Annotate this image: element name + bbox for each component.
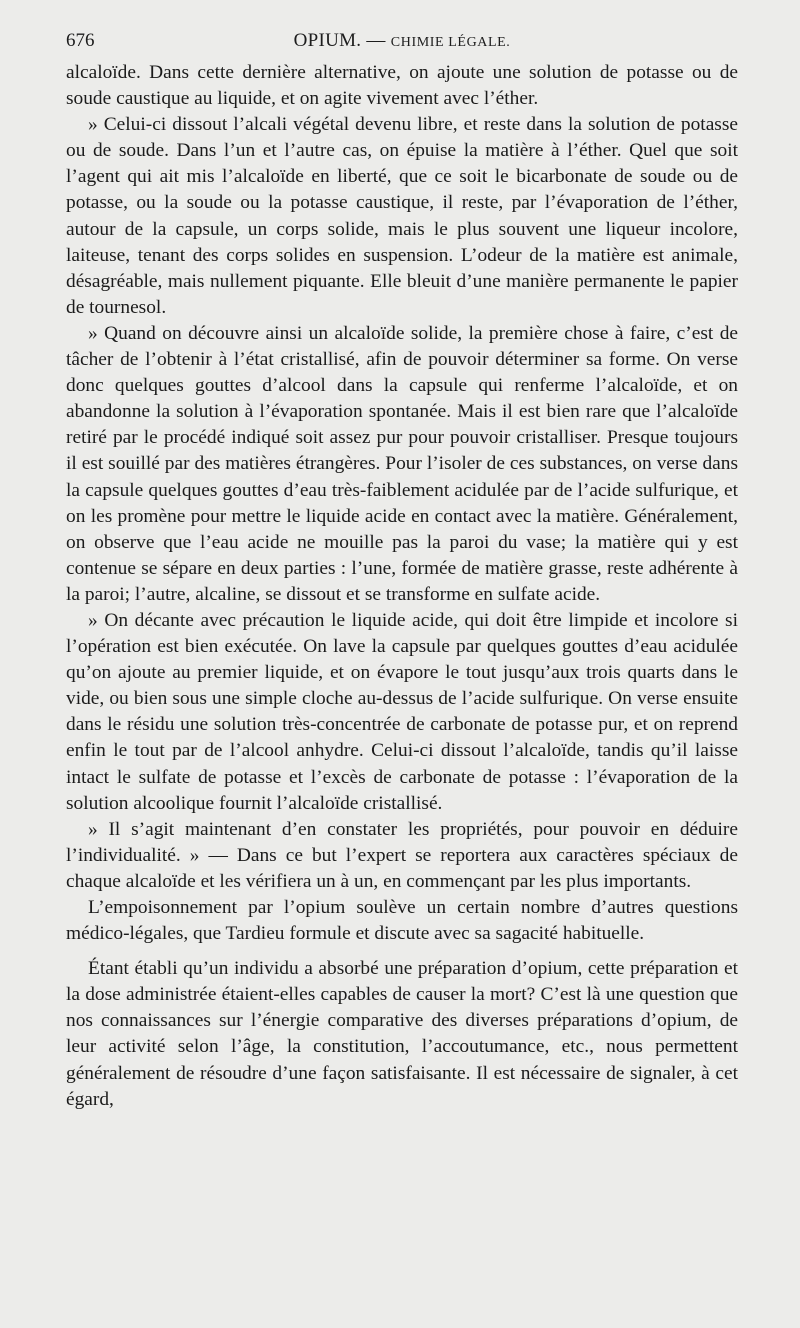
paragraph-ether-extraction: » Celui-ci dissout l’alcali végétal devenu libre, et reste dans la solution de potasse ou de soude. Dans l’un et l’autre cas, on épuise la matière à l’éther. Quel que soit l’agent qui ait mis l’alcaloïde en liberté, que ce soit le bicarbonate de soude ou de potasse, ou la soude ou la potasse caustique, il reste, par l’évaporation de l’éther, autour de la capsule, un corps solide, mais le plus souvent une liqueur incolore, laiteuse, tenant des corps solides en suspension. L’odeur de la matière est animale, désagréable, mais nullement piquante. Elle bleuit d’une manière permanente le papier de tournesol. — [66, 114, 738, 318]
page-header — [66, 30, 738, 54]
paragraph-medico-legal-questions: L’empoisonnement par l’opium soulève un certain nombre d’autres questions médico-légales, que Tardieu formule et discute avec sa sagacité habituelle. — [66, 897, 738, 945]
running-head-subtitle: CHIMIE LÉGALE. — [390, 35, 511, 50]
paragraph-crystallization: » Quand on découvre ainsi un alcaloïde solide, la première chose à faire, c’est de tâcher de l’obtenir à l’état cristallisé, afin de pouvoir déterminer sa forme. On verse donc quelques gouttes d’alcool dans la capsule qui renferme l’alcaloïde, et on abandonne la solution à l’évaporation spontanée. Mais il est bien rare que l’alcaloïde retiré par le procédé indiqué soit assez pur pour pouvoir cristalliser. Presque toujours il est souillé par des matières étrangères. Pour l’isoler de ces substances, on verse dans la capsule quelques gouttes d’eau très-faiblement acidulée par de l’acide sulfurique, et on les promène pour mettre le liquide acide en contact avec la matière. Généralement, on observe que l’eau acide ne mouille pas la paroi du vase; la matière qui y est contenue se sépare en deux parties : l’une, formée de matière grasse, reste adhérente à la paroi; l’autre, alcaline, se dissout et se transforme en sulfate acide. — [66, 322, 738, 605]
running-head — [66, 30, 738, 52]
running-head-separator: — — [366, 30, 386, 51]
paragraph-lethal-dose: Étant établi qu’un individu a absorbé une préparation d’opium, cette préparation et la dose administrée étaient-elles capables de causer la mort? C’est là une question que nos connaissances sur l’énergie comparative des diverses préparations d’opium, de leur activité selon l’âge, la constitution, l’accoutumance, etc., nous permettent généralement de résoudre d’une façon satisfaisante. Il est nécessaire de signaler, à cet égard, — [66, 958, 738, 1110]
paragraph-continuation: alcaloïde. Dans cette dernière alternative, on ajoute une solution de potasse ou de soude caustique au liquide, et on agite vivement avec l’éther. — [66, 62, 738, 110]
running-head-title: OPIUM. — [293, 30, 362, 51]
page-number: 676 — [66, 30, 95, 51]
body-text — [66, 60, 738, 1113]
paragraph-properties: » Il s’agit maintenant d’en constater les propriétés, pour pouvoir en déduire l’individualité. » — Dans ce but l’expert se reportera aux caractères spéciaux de chaque alcaloïde et les vérifiera un à un, en commençant par les plus importants. — [66, 818, 738, 892]
paragraph-decantation: » On décante avec précaution le liquide acide, qui doit être limpide et incolore si l’opération est bien exécutée. On lave la capsule par quelques gouttes d’eau acidulée qu’on ajoute au premier liquide, et on évapore le tout jusqu’aux trois quarts dans le vide, ou bien sous une simple cloche au-dessus de l’acide sulfurique. On verse ensuite dans le résidu une solution très-concentrée de carbonate de potasse pur, et on reprend enfin le tout par de l’alcool anhydre. Celui-ci dissout l’alcaloïde, tandis qu’il laisse intact le sulfate de potasse et l’excès de carbonate de potasse : l’évaporation de la solution alcoolique fournit l’alcaloïde cristallisé. — [66, 609, 738, 814]
